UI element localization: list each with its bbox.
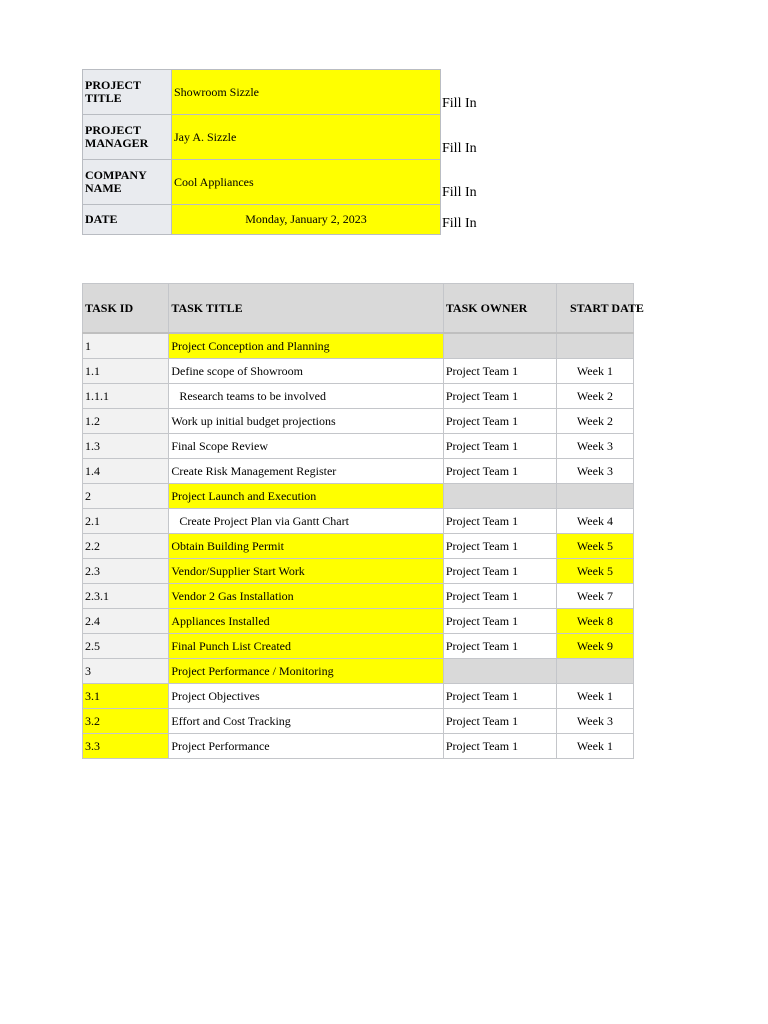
task-id-cell[interactable]: 2.4 <box>83 609 169 634</box>
task-title-cell[interactable]: Create Risk Management Register <box>169 459 443 484</box>
task-title-cell[interactable]: Final Punch List Created <box>169 634 443 659</box>
task-owner-cell[interactable]: Project Team 1 <box>443 584 556 609</box>
task-id-cell[interactable]: 2.3 <box>83 559 169 584</box>
info-label <box>83 70 172 115</box>
task-owner-cell[interactable]: Project Team 1 <box>443 634 556 659</box>
table-row[interactable] <box>83 534 634 559</box>
column-header-label: TASK OWNER <box>445 300 528 315</box>
column-header-label: START DATE <box>569 300 644 315</box>
task-title-cell[interactable]: Project Objectives <box>169 684 443 709</box>
start-date-cell[interactable]: Week 3 <box>556 709 633 734</box>
fill-in-note: Fill In <box>442 185 477 200</box>
start-date-cell[interactable]: Week 1 <box>556 684 633 709</box>
task-owner-cell[interactable]: Project Team 1 <box>443 559 556 584</box>
task-owner-cell[interactable] <box>443 659 556 684</box>
task-id-cell[interactable]: 3.3 <box>83 734 169 759</box>
info-label <box>83 115 172 160</box>
table-row[interactable] <box>83 333 634 359</box>
start-date-cell[interactable]: Week 5 <box>556 534 633 559</box>
company-name-label: COMPANY NAME <box>85 168 147 195</box>
start-date-cell[interactable]: Week 8 <box>556 609 633 634</box>
task-owner-cell[interactable]: Project Team 1 <box>443 384 556 409</box>
task-id-cell[interactable]: 1.4 <box>83 459 169 484</box>
task-id-cell[interactable]: 1 <box>83 333 169 359</box>
task-table-header <box>83 284 634 334</box>
task-id-cell[interactable]: 2.3.1 <box>83 584 169 609</box>
task-title-cell[interactable]: Appliances Installed <box>169 609 443 634</box>
task-title-cell[interactable]: Define scope of Showroom <box>169 359 443 384</box>
table-row[interactable] <box>83 359 634 384</box>
task-title-cell[interactable]: Project Performance <box>169 734 443 759</box>
task-owner-cell[interactable] <box>443 333 556 359</box>
table-row[interactable] <box>83 384 634 409</box>
task-id-cell[interactable]: 3 <box>83 659 169 684</box>
table-row[interactable] <box>83 434 634 459</box>
date-value[interactable]: Monday, January 2, 2023 <box>172 205 441 235</box>
info-label <box>83 160 172 205</box>
start-date-cell[interactable]: Week 3 <box>556 434 633 459</box>
project-title-value[interactable]: Showroom Sizzle <box>172 70 441 115</box>
task-id-cell[interactable]: 1.3 <box>83 434 169 459</box>
task-owner-cell[interactable]: Project Team 1 <box>443 409 556 434</box>
column-header-start-date <box>556 284 644 334</box>
fill-in-note: Fill In <box>442 96 477 111</box>
task-owner-cell[interactable]: Project Team 1 <box>443 684 556 709</box>
project-title-label: PROJECT TITLE <box>85 78 141 105</box>
task-title-cell[interactable]: Obtain Building Permit <box>169 534 443 559</box>
column-header-task-id <box>83 284 169 334</box>
task-owner-cell[interactable]: Project Team 1 <box>443 359 556 384</box>
task-title-cell[interactable]: Project Conception and Planning <box>169 333 443 359</box>
task-title-cell[interactable]: Project Performance / Monitoring <box>169 659 443 684</box>
task-owner-cell[interactable]: Project Team 1 <box>443 609 556 634</box>
task-table-body <box>83 333 634 759</box>
fill-in-note: Fill In <box>442 141 477 156</box>
start-date-cell[interactable]: Week 9 <box>556 634 633 659</box>
task-title-cell[interactable]: Project Launch and Execution <box>169 484 443 509</box>
start-date-cell[interactable]: Week 1 <box>556 734 633 759</box>
start-date-cell[interactable]: Week 1 <box>556 359 633 384</box>
task-table <box>82 283 644 759</box>
task-id-cell[interactable]: 1.1.1 <box>83 384 169 409</box>
start-date-cell[interactable] <box>556 333 633 359</box>
table-row[interactable] <box>83 734 634 759</box>
task-id-cell[interactable]: 1.2 <box>83 409 169 434</box>
task-id-cell[interactable]: 2.2 <box>83 534 169 559</box>
task-owner-cell[interactable]: Project Team 1 <box>443 459 556 484</box>
table-row[interactable] <box>83 634 634 659</box>
task-title-cell[interactable]: Create Project Plan via Gantt Chart <box>169 509 443 534</box>
info-row-company-name <box>83 160 441 205</box>
table-row[interactable] <box>83 584 634 609</box>
table-row[interactable] <box>83 409 634 434</box>
date-label: DATE <box>83 205 172 235</box>
info-row-date <box>83 205 441 235</box>
project-manager-value[interactable]: Jay A. Sizzle <box>172 115 441 160</box>
table-row[interactable] <box>83 709 634 734</box>
table-row[interactable] <box>83 684 634 709</box>
task-title-cell[interactable]: Vendor 2 Gas Installation <box>169 584 443 609</box>
start-date-cell[interactable]: Week 5 <box>556 559 633 584</box>
task-title-cell[interactable]: Work up initial budget projections <box>169 409 443 434</box>
task-owner-cell[interactable]: Project Team 1 <box>443 709 556 734</box>
task-owner-cell[interactable]: Project Team 1 <box>443 534 556 559</box>
start-date-cell[interactable]: Week 4 <box>556 509 633 534</box>
start-date-cell[interactable]: Week 3 <box>556 459 633 484</box>
table-row[interactable] <box>83 484 634 509</box>
task-id-cell[interactable]: 2 <box>83 484 169 509</box>
task-id-cell[interactable]: 3.2 <box>83 709 169 734</box>
table-row[interactable] <box>83 559 634 584</box>
task-title-cell[interactable]: Research teams to be involved <box>169 384 443 409</box>
project-info-table <box>82 69 441 235</box>
table-row[interactable] <box>83 659 634 684</box>
task-title-cell[interactable]: Effort and Cost Tracking <box>169 709 443 734</box>
start-date-cell[interactable] <box>556 659 633 684</box>
start-date-cell[interactable]: Week 7 <box>556 584 633 609</box>
table-row[interactable] <box>83 509 634 534</box>
table-row[interactable] <box>83 459 634 484</box>
project-manager-label: PROJECT MANAGER <box>85 123 149 150</box>
task-title-cell[interactable]: Vendor/Supplier Start Work <box>169 559 443 584</box>
info-row-project-title <box>83 70 441 115</box>
column-header-label: TASK ID <box>85 300 134 315</box>
task-owner-cell[interactable]: Project Team 1 <box>443 434 556 459</box>
start-date-cell[interactable] <box>556 484 633 509</box>
company-name-value[interactable]: Cool Appliances <box>172 160 441 205</box>
table-row[interactable] <box>83 609 634 634</box>
start-date-cell[interactable]: Week 2 <box>556 384 633 409</box>
task-owner-cell[interactable]: Project Team 1 <box>443 734 556 759</box>
fill-in-note: Fill In <box>442 216 477 231</box>
task-id-cell[interactable]: 3.1 <box>83 684 169 709</box>
task-id-cell[interactable]: 2.1 <box>83 509 169 534</box>
column-header-task-title <box>169 284 443 334</box>
task-id-cell[interactable]: 1.1 <box>83 359 169 384</box>
task-owner-cell[interactable] <box>443 484 556 509</box>
start-date-cell[interactable]: Week 2 <box>556 409 633 434</box>
task-owner-cell[interactable]: Project Team 1 <box>443 509 556 534</box>
task-title-cell[interactable]: Final Scope Review <box>169 434 443 459</box>
column-header-label: TASK TITLE <box>171 300 243 315</box>
info-row-project-manager <box>83 115 441 160</box>
column-header-task-owner <box>443 284 556 334</box>
task-id-cell[interactable]: 2.5 <box>83 634 169 659</box>
